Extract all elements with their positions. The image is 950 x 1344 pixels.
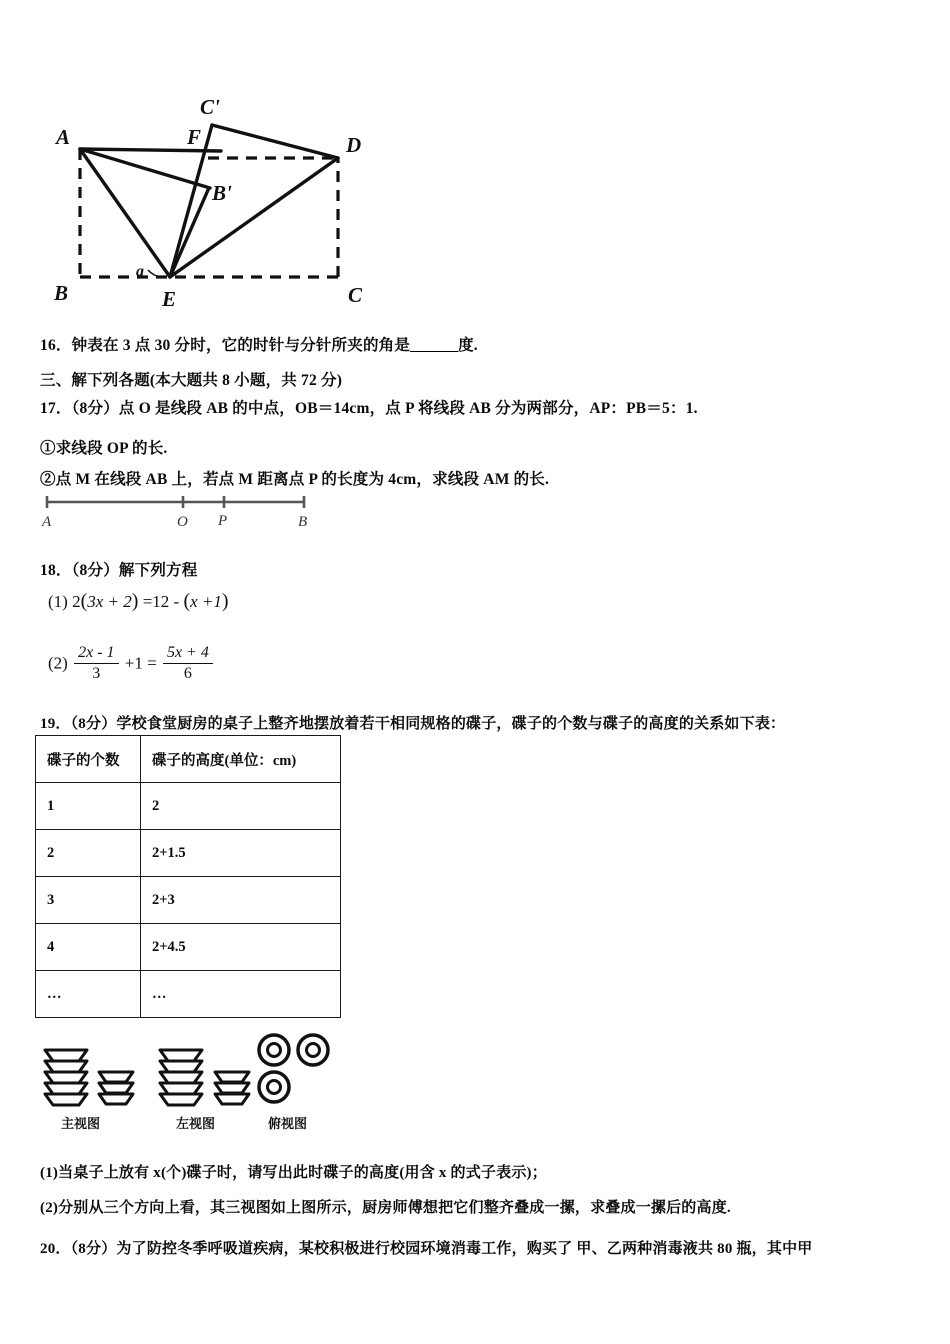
table-cell-height: … bbox=[141, 971, 341, 1018]
angle-arc-alpha bbox=[148, 270, 160, 277]
table-row bbox=[36, 783, 341, 830]
geo-label-C: C bbox=[348, 283, 363, 307]
table-row bbox=[36, 924, 341, 971]
q18-eq1-inner-right: x +1 bbox=[190, 592, 222, 611]
front-view-stack-short bbox=[99, 1072, 133, 1104]
q16-text-before: 钟表在 3 点 30 分时，它的时针与分针所夹的角是 bbox=[71, 337, 411, 354]
geo-label-F: F bbox=[187, 125, 202, 149]
q16-number: 16． bbox=[40, 337, 72, 354]
segment-diagram-q17 bbox=[36, 494, 336, 536]
left-view-label: 左视图 bbox=[176, 1116, 216, 1131]
segment-label-O: O bbox=[177, 514, 188, 530]
table-cell-count: 1 bbox=[36, 783, 141, 830]
q18-eq2-plus-one: +1 = bbox=[124, 653, 157, 673]
q17-number: 17． bbox=[40, 400, 72, 417]
q20-number: 20． bbox=[40, 1241, 71, 1257]
segment-label-B: B bbox=[298, 514, 308, 530]
q19-stem: 学校食堂厨房的桌子上整齐地摆放着若干相同规格的碟子，碟子的个数与碟子的高度的关系如下表： bbox=[116, 716, 786, 732]
q17-stem: 点 O 是线段 AB 的中点，OB＝14cm，点 P 将线段 AB 分为两部分，AP：PB＝5：1. bbox=[118, 400, 698, 417]
line-a-bprime bbox=[80, 149, 210, 188]
section-3-heading: 三、解下列各题(本大题共 8 小题，共 72 分) bbox=[40, 372, 343, 389]
geo-label-C-prime: C' bbox=[200, 95, 220, 119]
question-20 bbox=[40, 1237, 812, 1258]
question-17 bbox=[40, 396, 698, 418]
q20-stem: 为了防控冬季呼吸道疾病，某校积极进行校园环境消毒工作，购买了 甲、乙两种消毒液共 80 瓶，其中甲 bbox=[116, 1241, 813, 1257]
table-row bbox=[36, 830, 341, 877]
top-view-rings bbox=[259, 1035, 328, 1102]
plate-height-table bbox=[35, 735, 341, 1018]
line-a-f bbox=[80, 149, 221, 151]
table-cell-height: 2+3 bbox=[141, 877, 341, 924]
q18-eq1-open-paren-1: ( bbox=[80, 590, 88, 612]
q18-eq2-rhs-fraction bbox=[163, 644, 213, 683]
table-cell-count: 3 bbox=[36, 877, 141, 924]
q18-eq1-open-paren-2: ( bbox=[183, 590, 191, 612]
table-row bbox=[36, 877, 341, 924]
q18-eq2-lhs-numerator: 2x - 1 bbox=[74, 644, 118, 664]
line-a-e bbox=[80, 149, 170, 277]
front-view-label: 主视图 bbox=[61, 1116, 101, 1131]
geo-label-B-prime: B' bbox=[212, 181, 232, 205]
table-cell-count: … bbox=[36, 971, 141, 1018]
question-19 bbox=[40, 712, 785, 733]
q18-number: 18． bbox=[40, 562, 72, 579]
table-cell-height: 2 bbox=[141, 783, 341, 830]
table-cell-height: 2+1.5 bbox=[141, 830, 341, 877]
q18-equation-1 bbox=[48, 590, 229, 613]
q19-score: （8分） bbox=[70, 716, 117, 732]
segment-label-P: P bbox=[218, 513, 228, 529]
geometry-figure bbox=[40, 78, 440, 318]
question-18 bbox=[40, 558, 197, 580]
q17-part-2: ②点 M 在线段 AB 上，若点 M 距离点 P 的长度为 4cm，求线段 AM 的长. bbox=[40, 471, 550, 488]
table-cell-count: 4 bbox=[36, 924, 141, 971]
table-cell-count: 2 bbox=[36, 830, 141, 877]
q16-answer-blank[interactable] bbox=[410, 338, 458, 352]
geo-label-D: D bbox=[346, 133, 362, 157]
q18-eq2-lhs-denominator: 3 bbox=[92, 665, 101, 682]
question-16 bbox=[40, 333, 478, 355]
table-header-row bbox=[36, 736, 341, 783]
q18-eq2-label: (2) bbox=[48, 653, 68, 673]
table-header-height: 碟子的高度(单位：cm) bbox=[141, 736, 341, 783]
three-view-figure bbox=[36, 1032, 346, 1152]
table-header-count: 碟子的个数 bbox=[36, 736, 141, 783]
geo-label-alpha: a bbox=[136, 263, 144, 280]
q18-eq2-rhs-numerator: 5x + 4 bbox=[163, 644, 213, 664]
left-view-stack-tall bbox=[160, 1050, 202, 1105]
q18-score: （8分） bbox=[71, 562, 119, 579]
q20-score: （8分） bbox=[70, 1241, 117, 1257]
q17-part-1: ①求线段 OP 的长. bbox=[40, 440, 168, 457]
geo-label-B: B bbox=[54, 281, 69, 305]
left-view-stack-short bbox=[215, 1072, 249, 1104]
q18-eq2-rhs-denominator: 6 bbox=[183, 665, 192, 682]
table-row bbox=[36, 971, 341, 1018]
q18-eq1-close-paren-2: ) bbox=[221, 590, 229, 612]
segment-label-A: A bbox=[42, 514, 52, 530]
q18-eq2-lhs-fraction bbox=[74, 644, 118, 683]
q18-eq1-coef: 2 bbox=[72, 592, 81, 611]
q18-eq1-close-paren-1: ) bbox=[131, 590, 139, 612]
q18-eq1-label: (1) bbox=[48, 592, 68, 611]
q17-score: （8分） bbox=[71, 400, 119, 417]
q16-text-after: 度. bbox=[458, 337, 478, 354]
q18-eq1-equals: =12 - bbox=[142, 592, 180, 611]
line-cprime-d bbox=[212, 125, 338, 158]
front-view-stack-tall bbox=[45, 1050, 87, 1105]
q19-part-1: (1)当桌子上放有 x(个)碟子时，请写出此时碟子的高度(用含 x 的式子表示)； bbox=[40, 1165, 547, 1181]
geo-label-E: E bbox=[162, 287, 177, 311]
q19-number: 19． bbox=[40, 716, 71, 732]
q19-part-2: (2)分别从三个方向上看，其三视图如上图所示，厨房师傅想把它们整齐叠成一摞，求叠成一摞后的高度. bbox=[40, 1200, 731, 1216]
q18-stem: 解下列方程 bbox=[118, 562, 198, 579]
geo-label-A: A bbox=[56, 125, 71, 149]
q18-equation-2 bbox=[48, 645, 215, 684]
q18-eq1-inner-left: 3x + 2 bbox=[87, 592, 132, 611]
top-view-label: 俯视图 bbox=[268, 1116, 308, 1131]
table-cell-height: 2+4.5 bbox=[141, 924, 341, 971]
